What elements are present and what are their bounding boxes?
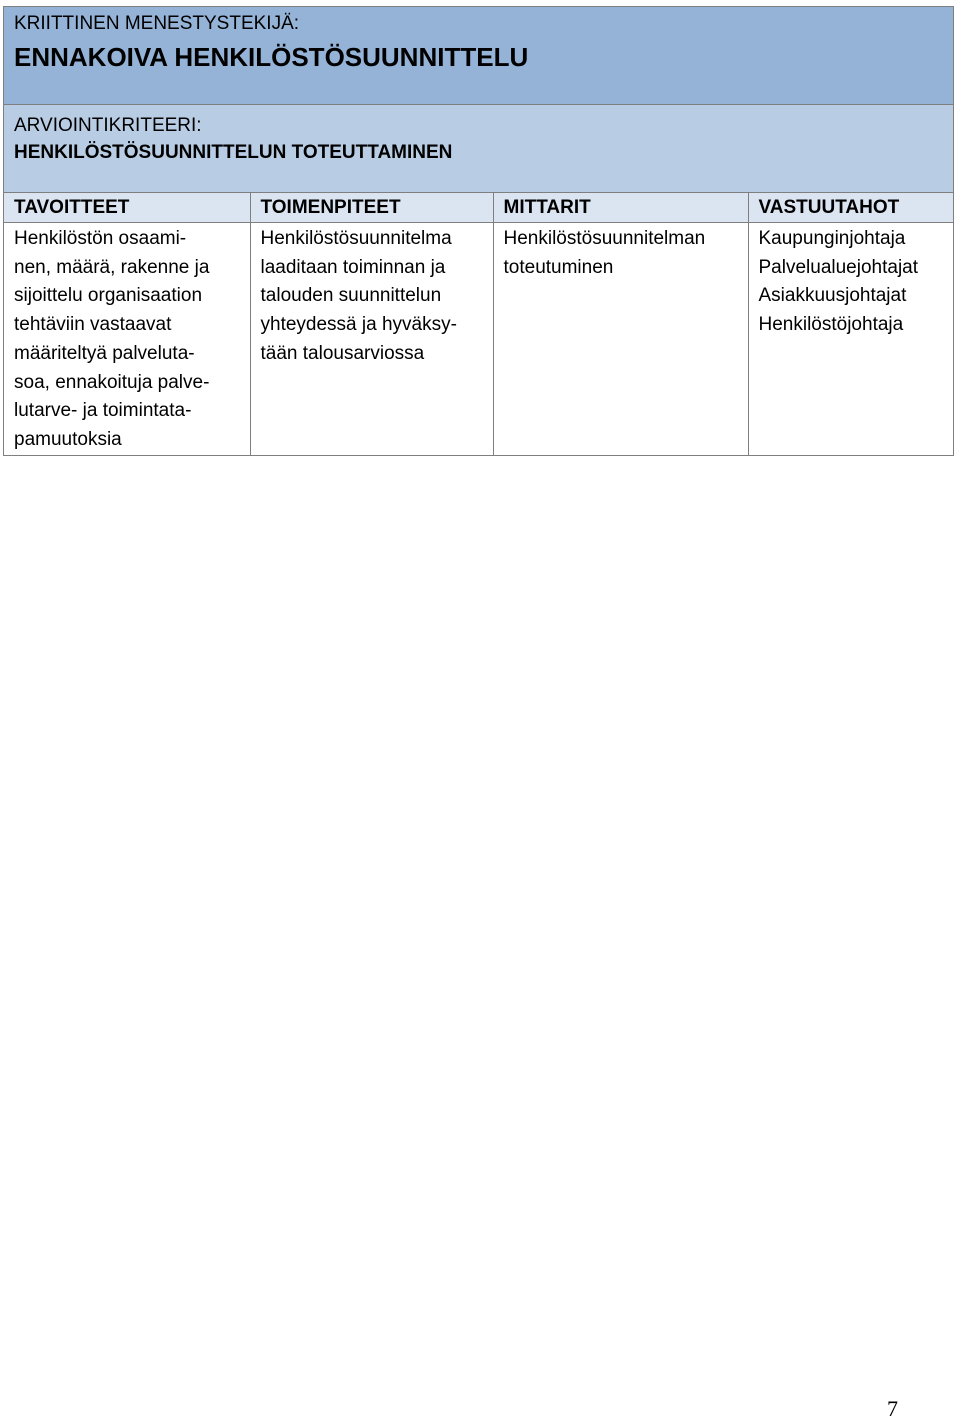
responsible-line: Palvelualuejohtajat — [758, 256, 919, 278]
criterion-title: HENKILÖSTÖSUUNNITTELUN TOTEUTTAMINEN — [14, 142, 453, 163]
factor-label: KRIITTINEN MENESTYSTEKIJÄ: — [14, 13, 300, 34]
actions-line: Henkilöstösuunnitelma — [260, 228, 452, 249]
metrics-line: Henkilöstösuunnitelman — [503, 228, 706, 249]
goals-line: tehtäviin vastaavat — [14, 314, 172, 336]
metrics-line: toteutuminen — [503, 256, 614, 278]
cell-metrics — [493, 223, 748, 455]
page-number: 7 — [887, 1396, 898, 1421]
goals-line: määriteltyä palveluta- — [14, 342, 195, 364]
goals-line: sijoittelu organisaation — [14, 285, 203, 307]
goals-line: lutarve- ja toimintata- — [14, 400, 192, 422]
criterion-label: ARVIOINTIKRITEERI: — [14, 115, 202, 136]
responsible-line: Asiakkuusjohtajat — [758, 285, 907, 307]
cell-responsible — [748, 223, 953, 455]
cell-actions — [250, 223, 493, 455]
goals-line: Henkilöstön osaami- — [14, 228, 187, 249]
goals-line: soa, ennakoituja palve- — [14, 371, 210, 393]
actions-line: yhteydessä ja hyväksy- — [260, 314, 457, 336]
evaluation-criterion — [4, 105, 953, 193]
criteria-sheet — [3, 6, 954, 456]
responsible-line: Henkilöstöjohtaja — [758, 314, 904, 336]
criteria-table — [4, 193, 953, 455]
table-header-row — [4, 193, 953, 223]
header-goals: TAVOITTEET — [4, 193, 250, 223]
responsible-line: Kaupunginjohtaja — [758, 228, 906, 249]
actions-line: laaditaan toiminnan ja — [260, 256, 446, 278]
header-metrics: MITTARIT — [493, 193, 748, 223]
cell-goals — [4, 223, 250, 455]
factor-title: ENNAKOIVA HENKILÖSTÖSUUNNITTELU — [14, 42, 529, 72]
actions-line: talouden suunnittelun — [260, 285, 442, 307]
header-responsible: VASTUUTAHOT — [748, 193, 953, 223]
goals-line: pamuutoksia — [14, 428, 122, 450]
header-actions: TOIMENPITEET — [250, 193, 493, 223]
goals-line: nen, määrä, rakenne ja — [14, 256, 210, 278]
critical-success-factor — [4, 7, 953, 105]
table-row — [4, 223, 953, 455]
actions-line: tään talousarviossa — [260, 342, 425, 364]
